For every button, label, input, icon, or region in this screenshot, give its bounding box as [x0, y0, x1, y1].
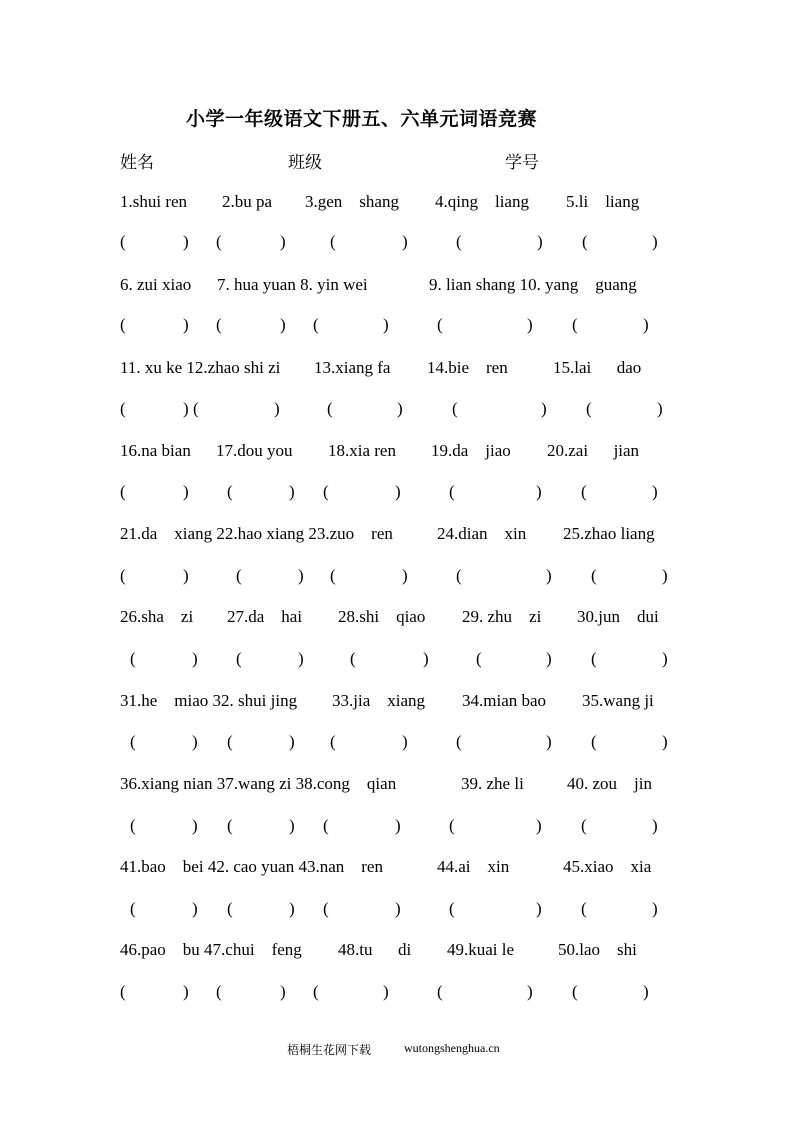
- answer-blank-open: (: [456, 732, 462, 751]
- pinyin-item: 19.da jiao: [431, 441, 511, 460]
- answer-blank-open: (: [130, 899, 136, 918]
- answer-blank-close: ): [183, 982, 189, 1001]
- student-number-label: 学号: [505, 153, 539, 173]
- pinyin-item: 39. zhe li: [461, 774, 524, 793]
- pinyin-item: 17.dou you: [216, 441, 293, 460]
- answer-blank-open: (: [330, 232, 336, 251]
- answer-blank-open: (: [120, 566, 126, 585]
- answer-blank-close: ): [289, 899, 295, 918]
- answer-row: [0, 730, 793, 754]
- answer-blank-open: (: [350, 649, 356, 668]
- answer-blank-open: (: [216, 232, 222, 251]
- answer-blank-open: (: [456, 232, 462, 251]
- answer-blank-close: ): [298, 566, 304, 585]
- pinyin-item: 41.bao bei 42. cao yuan 43.nan ren: [120, 857, 383, 876]
- pinyin-row: [0, 356, 793, 380]
- answer-row: [0, 814, 793, 838]
- answer-blank-close: ): [402, 732, 408, 751]
- answer-row: [0, 647, 793, 671]
- pinyin-item: 15.lai dao: [553, 358, 642, 377]
- answer-blank-close: ): [402, 232, 408, 251]
- pinyin-item: 2.bu pa: [222, 192, 273, 211]
- pinyin-item: 30.jun dui: [577, 607, 659, 626]
- pinyin-row: [0, 772, 793, 796]
- answer-blank-open: (: [456, 566, 462, 585]
- pinyin-item: 21.da xiang 22.hao xiang 23.zuo ren: [120, 524, 393, 543]
- answer-blank-open: (: [591, 732, 597, 751]
- answer-blank-close: ): [383, 982, 389, 1001]
- pinyin-row: [0, 605, 793, 629]
- answer-blank-close: ): [280, 982, 286, 1001]
- answer-blank-open: (: [236, 566, 242, 585]
- answer-row: [0, 564, 793, 588]
- answer-blank-open: (: [120, 399, 126, 418]
- answer-blank-open: (: [227, 482, 233, 501]
- answer-blank-close: ): [395, 482, 401, 501]
- answer-blank-open: (: [437, 982, 443, 1001]
- answer-blank-open: (: [572, 982, 578, 1001]
- answer-blank-close: ): [527, 982, 533, 1001]
- pinyin-item: 31.he miao 32. shui jing: [120, 691, 298, 710]
- answer-blank-close: ): [289, 816, 295, 835]
- answer-blank-open: (: [227, 732, 233, 751]
- pinyin-item: 18.xia ren: [328, 441, 396, 460]
- answer-blank-open: (: [327, 399, 333, 418]
- pinyin-item: 24.dian xin: [437, 524, 527, 543]
- answer-blank-close: ): [546, 732, 552, 751]
- pinyin-item: 11. xu ke 12.zhao shi zi: [120, 358, 281, 377]
- pinyin-item: 13.xiang fa: [314, 358, 391, 377]
- pinyin-item: 9. lian shang 10. yang guang: [429, 275, 637, 294]
- answer-blank-open: (: [437, 315, 443, 334]
- pinyin-item: 7. hua yuan 8. yin wei: [217, 275, 368, 294]
- answer-blank-open: (: [581, 816, 587, 835]
- answer-blank-close: ): [395, 816, 401, 835]
- answer-blank-open: (: [449, 482, 455, 501]
- pinyin-item: 35.wang ji: [582, 691, 654, 710]
- pinyin-item: 16.na bian: [120, 441, 191, 460]
- pinyin-item: 1.shui ren: [120, 192, 188, 211]
- answer-blank-open: (: [216, 315, 222, 334]
- pinyin-item: 33.jia xiang: [332, 691, 426, 710]
- answer-blank-open: (: [130, 816, 136, 835]
- answer-blank-open: (: [130, 732, 136, 751]
- answer-blank-close: ): [402, 566, 408, 585]
- pinyin-item: 44.ai xin: [437, 857, 510, 876]
- answer-blank-close: ): [537, 232, 543, 251]
- answer-blank-open: (: [449, 816, 455, 835]
- answer-blank-open: (: [227, 816, 233, 835]
- answer-blank-close: ): [383, 315, 389, 334]
- answer-blank-open: (: [476, 649, 482, 668]
- pinyin-item: 5.li liang: [566, 192, 640, 211]
- pinyin-row: [0, 439, 793, 463]
- answer-blank-close: ): [289, 482, 295, 501]
- answer-blank-open: (: [591, 649, 597, 668]
- class-label: 班级: [288, 153, 322, 173]
- pinyin-row: [0, 190, 793, 214]
- answer-row: [0, 230, 793, 254]
- answer-blank-open: (: [323, 816, 329, 835]
- answer-blank-close: ): [527, 315, 533, 334]
- pinyin-item: 3.gen shang: [305, 192, 399, 211]
- answer-blank-open: (: [586, 399, 592, 418]
- pinyin-row: [0, 273, 793, 297]
- answer-blank-open: (: [216, 982, 222, 1001]
- answer-blank-close: ): [280, 315, 286, 334]
- answer-row: [0, 397, 793, 421]
- answer-blank-close: ): [289, 732, 295, 751]
- pinyin-item: 6. zui xiao: [120, 275, 192, 294]
- pinyin-row: [0, 689, 793, 713]
- answer-blank-open: (: [236, 649, 242, 668]
- answer-blank-open: (: [581, 482, 587, 501]
- pinyin-item: 27.da hai: [227, 607, 303, 626]
- pinyin-row: [0, 522, 793, 546]
- answer-blank-open: (: [120, 982, 126, 1001]
- answer-blank-close: ): [298, 649, 304, 668]
- answer-blank-close: ): [192, 816, 198, 835]
- pinyin-item: 34.mian bao: [462, 691, 547, 710]
- pinyin-item: 45.xiao xia: [563, 857, 652, 876]
- answer-blank-close: ): [274, 399, 280, 418]
- answer-blank-open: (: [582, 232, 588, 251]
- answer-blank-open: (: [452, 399, 458, 418]
- answer-row: [0, 897, 793, 921]
- pinyin-item: 40. zou jin: [567, 774, 652, 793]
- pinyin-item: 46.pao bu 47.chui feng: [120, 940, 302, 959]
- footer-url: wutongshenghua.cn: [404, 1041, 500, 1055]
- answer-blank-close: ): [536, 816, 542, 835]
- answer-blank-open: (: [193, 399, 199, 418]
- pinyin-item: 26.sha zi: [120, 607, 194, 626]
- answer-blank-close: ): [183, 566, 189, 585]
- answer-blank-open: (: [323, 899, 329, 918]
- answer-blank-close: ): [192, 899, 198, 918]
- pinyin-item: 50.lao shi: [558, 940, 637, 959]
- pinyin-item: 4.qing liang: [435, 192, 529, 211]
- answer-blank-close: ): [280, 232, 286, 251]
- answer-blank-open: (: [120, 232, 126, 251]
- answer-blank-open: (: [323, 482, 329, 501]
- answer-blank-open: (: [130, 649, 136, 668]
- answer-blank-close: ): [652, 482, 658, 501]
- pinyin-item: 36.xiang nian 37.wang zi 38.cong qian: [120, 774, 397, 793]
- answer-row: [0, 313, 793, 337]
- answer-blank-close: ): [183, 399, 189, 418]
- answer-row: [0, 480, 793, 504]
- answer-blank-close: ): [643, 315, 649, 334]
- name-label: 姓名: [120, 153, 154, 173]
- answer-blank-close: ): [546, 649, 552, 668]
- answer-blank-open: (: [572, 315, 578, 334]
- answer-blank-close: ): [192, 649, 198, 668]
- answer-blank-close: ): [662, 566, 668, 585]
- pinyin-item: 28.shi qiao: [338, 607, 426, 626]
- answer-blank-open: (: [227, 899, 233, 918]
- answer-blank-close: ): [192, 732, 198, 751]
- answer-blank-close: ): [183, 232, 189, 251]
- answer-row: [0, 980, 793, 1004]
- pinyin-row: [0, 855, 793, 879]
- answer-blank-open: (: [120, 315, 126, 334]
- page-title: 小学一年级语文下册五、六单元词语竞赛: [186, 108, 538, 130]
- answer-blank-close: ): [183, 482, 189, 501]
- answer-blank-open: (: [120, 482, 126, 501]
- pinyin-item: 20.zai jian: [547, 441, 640, 460]
- answer-blank-open: (: [313, 315, 319, 334]
- pinyin-item: 49.kuai le: [447, 940, 515, 959]
- answer-blank-close: ): [652, 899, 658, 918]
- answer-blank-close: ): [657, 399, 663, 418]
- answer-blank-close: ): [643, 982, 649, 1001]
- answer-blank-open: (: [581, 899, 587, 918]
- answer-blank-open: (: [591, 566, 597, 585]
- answer-blank-close: ): [395, 899, 401, 918]
- answer-blank-open: (: [449, 899, 455, 918]
- answer-blank-close: ): [183, 315, 189, 334]
- pinyin-item: 14.bie ren: [427, 358, 508, 377]
- answer-blank-close: ): [397, 399, 403, 418]
- answer-blank-close: ): [536, 899, 542, 918]
- pinyin-item: 29. zhu zi: [462, 607, 542, 626]
- answer-blank-close: ): [652, 816, 658, 835]
- pinyin-item: 25.zhao liang: [563, 524, 655, 543]
- answer-blank-close: ): [536, 482, 542, 501]
- pinyin-item: 48.tu di: [338, 940, 412, 959]
- pinyin-row: [0, 938, 793, 962]
- answer-blank-open: (: [313, 982, 319, 1001]
- answer-blank-close: ): [662, 732, 668, 751]
- answer-blank-close: ): [546, 566, 552, 585]
- answer-blank-open: (: [330, 732, 336, 751]
- answer-blank-close: ): [662, 649, 668, 668]
- answer-blank-close: ): [423, 649, 429, 668]
- answer-blank-open: (: [330, 566, 336, 585]
- answer-blank-close: ): [652, 232, 658, 251]
- answer-blank-close: ): [541, 399, 547, 418]
- footer-site-name: 梧桐生花网下载: [287, 1043, 372, 1057]
